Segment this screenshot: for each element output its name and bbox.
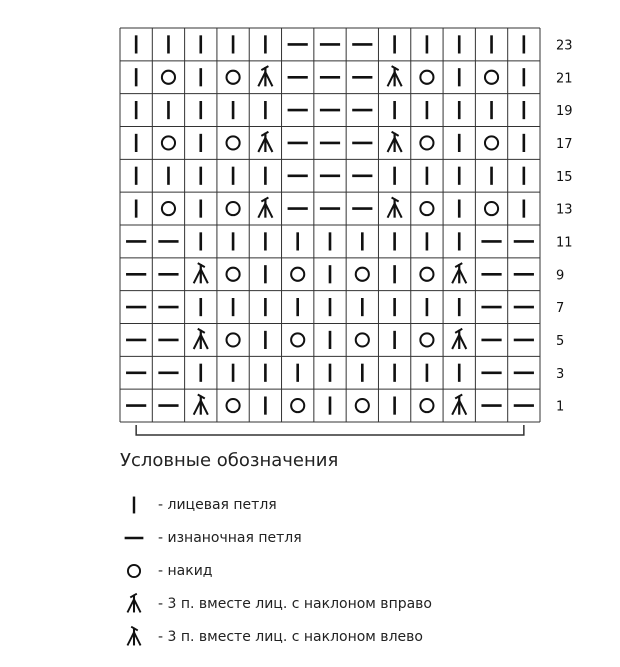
yarn-over-icon: [485, 136, 498, 149]
repeat-bracket: [136, 425, 524, 435]
yarn-over-icon: [227, 399, 240, 412]
yarn-over-icon: [291, 268, 304, 281]
yarn-over-icon: [420, 71, 433, 84]
row-number: 1: [556, 399, 565, 415]
yarn-over-icon: [227, 136, 240, 149]
yarn-over-icon: [227, 268, 240, 281]
legend-item: [124, 521, 432, 554]
legend-item: [124, 554, 432, 587]
legend-item: [124, 488, 432, 521]
k3tog-left-icon: [194, 394, 208, 414]
yarn-over-icon: [420, 202, 433, 215]
grid-lines: [120, 28, 540, 422]
row-number: 15: [556, 169, 573, 185]
k3tog-right-icon: [258, 66, 272, 86]
row-number: 13: [556, 202, 573, 218]
legend-item-label: - изнаночная петля: [158, 529, 302, 546]
row-number: 3: [556, 366, 565, 382]
row-number: 19: [556, 104, 573, 120]
yarn-over-icon: [291, 333, 304, 346]
k3tog-right-icon: [258, 132, 272, 152]
yarn-over-icon: [420, 333, 433, 346]
k3tog-left-icon: [194, 263, 208, 283]
k3tog-left-icon: [388, 132, 402, 152]
k3tog-right-icon: [452, 394, 466, 414]
yarn-over-icon: [162, 202, 175, 215]
purl-stitch-icon: [124, 524, 152, 552]
yarn-over-icon: [124, 557, 152, 585]
k3tog-right-icon: [258, 197, 272, 217]
legend-item-label: - 3 п. вместе лиц. с наклоном вправо: [158, 595, 432, 612]
row-number: 21: [556, 71, 573, 87]
legend-item-label: - 3 п. вместе лиц. с наклоном влево: [158, 628, 423, 645]
row-number: 9: [556, 268, 565, 284]
yarn-over-icon: [356, 268, 369, 281]
yarn-over-icon: [356, 399, 369, 412]
yarn-over-icon: [162, 71, 175, 84]
row-number: 7: [556, 301, 565, 317]
yarn-over-icon: [420, 136, 433, 149]
k3tog-right-icon: [124, 590, 152, 618]
legend-item: [124, 620, 432, 653]
k3tog-right-icon: [452, 329, 466, 349]
row-number: 23: [556, 38, 573, 54]
legend: [124, 488, 432, 653]
row-number: 17: [556, 136, 573, 152]
k3tog-left-icon: [388, 197, 402, 217]
k3tog-left-icon: [388, 66, 402, 86]
yarn-over-icon: [227, 71, 240, 84]
legend-item: [124, 587, 432, 620]
yarn-over-icon: [291, 399, 304, 412]
yarn-over-icon: [162, 136, 175, 149]
yarn-over-icon: [420, 399, 433, 412]
yarn-over-icon: [227, 333, 240, 346]
k3tog-left-icon: [124, 623, 152, 651]
legend-item-label: - лицевая петля: [158, 496, 277, 513]
yarn-over-icon: [485, 71, 498, 84]
legend-title: Условные обозначения: [120, 450, 339, 471]
row-number: 5: [556, 333, 565, 349]
k3tog-right-icon: [452, 263, 466, 283]
knit-stitch-icon: [124, 491, 152, 519]
row-number: 11: [556, 235, 573, 251]
yarn-over-icon: [485, 202, 498, 215]
yarn-over-icon: [356, 333, 369, 346]
k3tog-left-icon: [194, 329, 208, 349]
yarn-over-icon: [420, 268, 433, 281]
legend-item-label: - накид: [158, 562, 213, 579]
yarn-over-icon: [227, 202, 240, 215]
